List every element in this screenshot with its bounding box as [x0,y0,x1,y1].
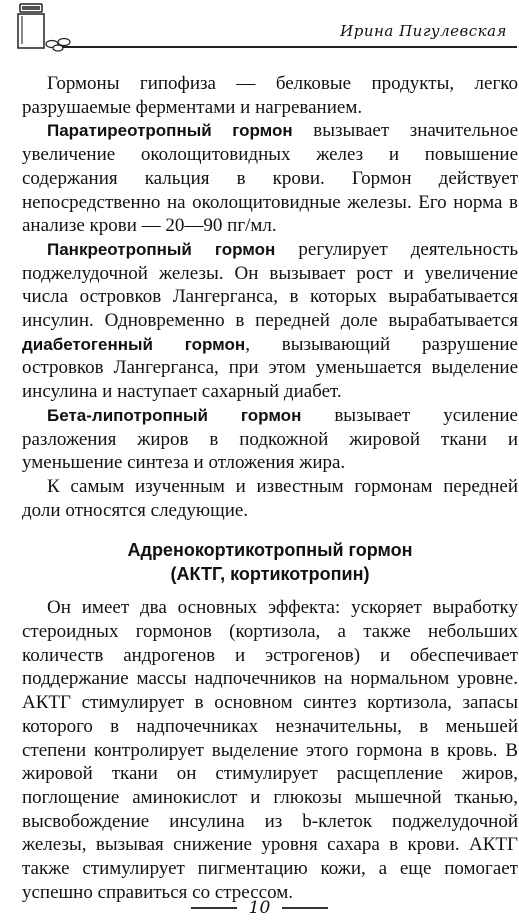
paragraph-text: Гормоны гипофиза — белковые продукты, легко разрушаемые ферментами и нагреванием. [22,73,518,118]
paragraph-text: , вызывающий разрушение островков Лангерганса, при этом уменьшается выделение инсулина и наступает сахарный диабет. [22,333,518,403]
paragraph [22,404,518,475]
paragraph-text: Он имеет два основных эффекта: ускоряет выработку стероидных гормонов (кортизола, а также небольших количеств андрогенов и эстрогенов) и обеспечивает поддержание массы надпочечников на нормальном уровне. АКТГ стимулирует в основном синтез кортизола, запасы которого в надпочечниках незначительны, в меньшей степени контролирует выделение этого гормона в кровь. В жировой ткани он стимулирует расщепление жиров, поглощение аминокислот и глюкозы мышечной тканью, высвобождение инсулина из b-клеток поджелудочной железы, вызывая снижение уровня сахара в крови. АКТГ также стимулирует пигментацию кожи, а еще помогает успешно справиться со стрессом. [22,597,518,903]
term: Паратиреотропный гормон [47,121,293,141]
section-heading [22,538,518,586]
paragraph-text: регулирует деятельность поджелудочной железы. Он вызывает рост и увеличение числа островков Лангерганса, в которых вырабатывается инсулин. Одновременно в передней доле вырабатывается [22,238,518,332]
paragraph-text: вызывает усиление разложения жиров в подкожной жировой ткани и уменьшение синтеза и отложения жира. [22,404,518,474]
medicine-bottle-icon [6,2,76,52]
running-header-author: Ирина Пигулевская [340,22,507,40]
paragraph [22,596,518,904]
term: Панкреотропный гормон [47,239,276,259]
page-number: 10 [248,898,271,918]
term: диабетогенный гормон [22,334,246,354]
footer-rule-right [282,907,328,909]
term: Бета-липотропный гормон [47,405,302,425]
paragraph-text: К самым изученным и известным гормонам передней доли относятся следующие. [22,475,518,521]
section-heading-line: Адренокортикотропный гормон [127,540,413,561]
header-rule [62,46,517,48]
page-body [22,72,518,905]
paragraph [22,72,518,119]
paragraph [22,475,518,522]
section-heading-line: (АКТГ, кортикотропин) [170,564,370,585]
paragraph [22,238,518,404]
paragraph-text: вызывает значительное увеличение околощитовидных желез и повышение содержания кальция в крови. Гормон действует непосредственно на околощитовидные железы. Его норма в анализе крови — 20—90 пг/мл. [22,120,518,237]
page-footer [0,893,519,923]
paragraph [22,119,518,238]
footer-rule-left [191,907,237,909]
